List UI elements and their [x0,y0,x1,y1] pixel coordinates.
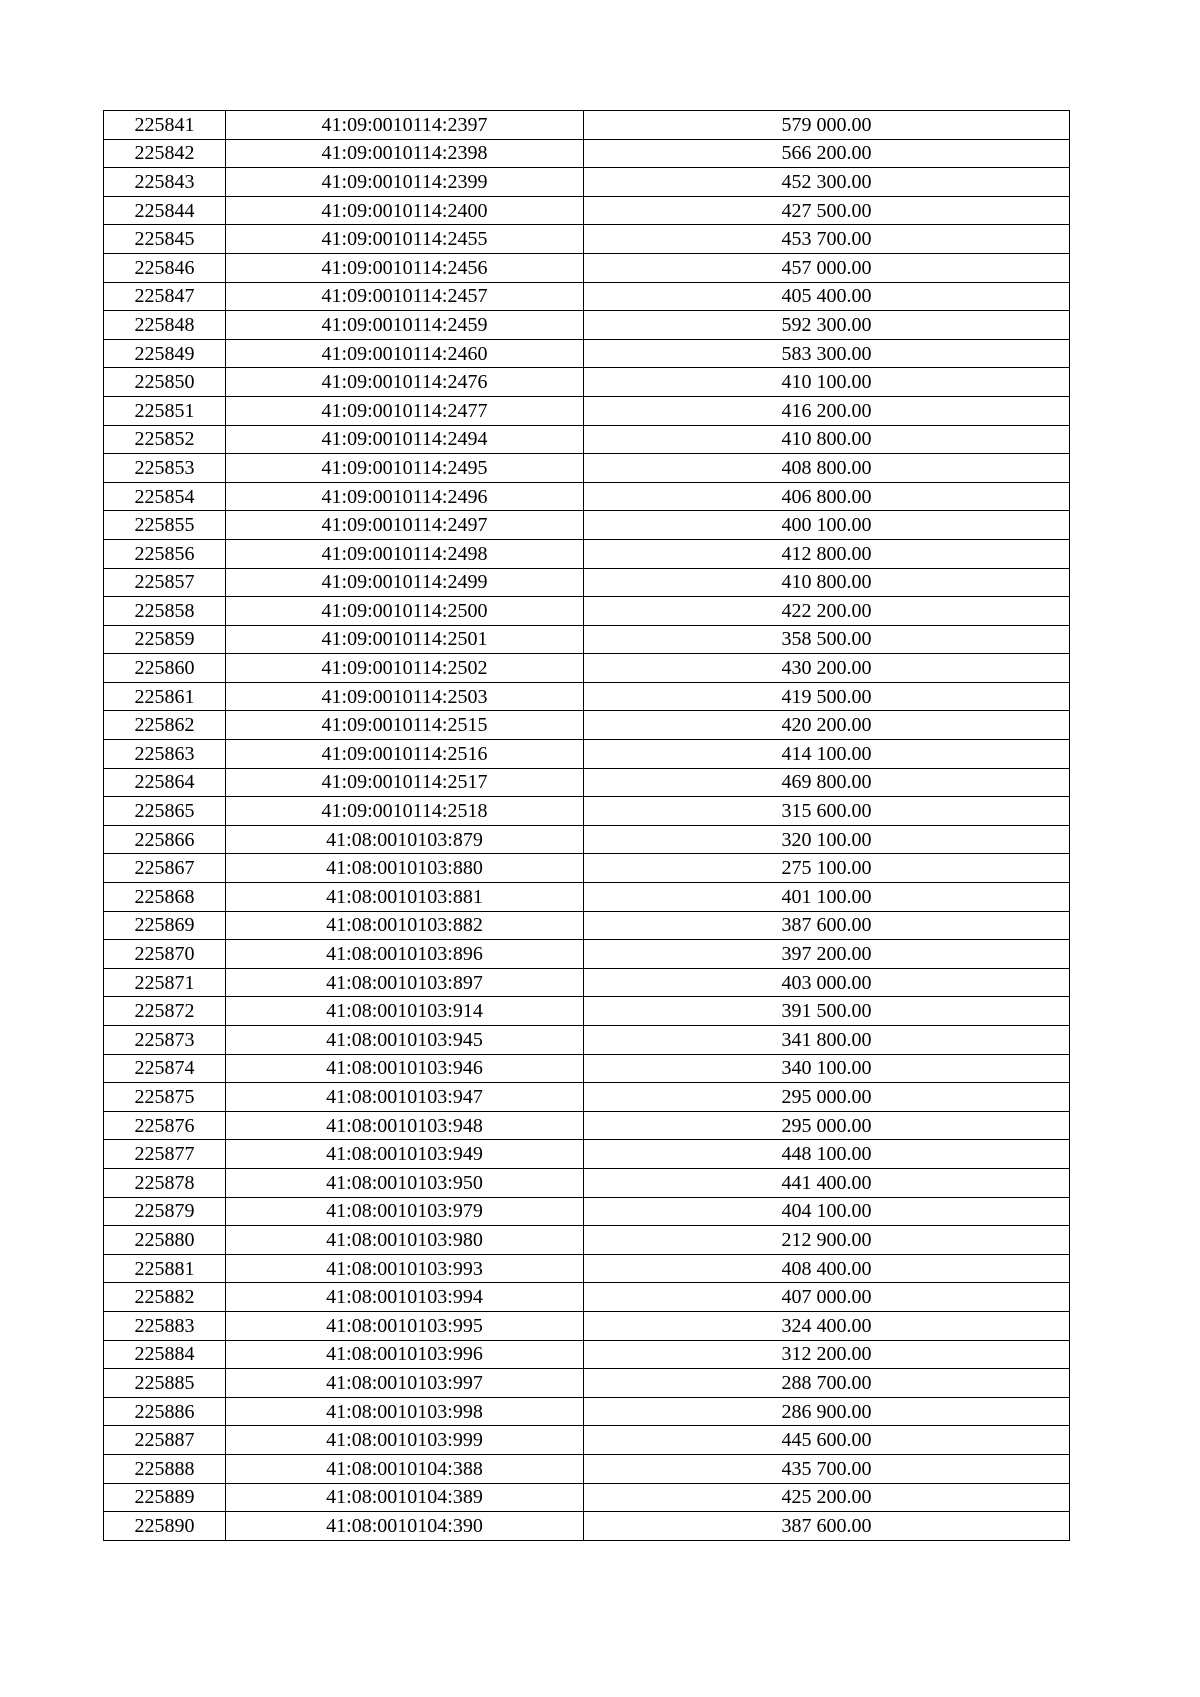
cadastral-number-cell: 41:09:0010114:2500 [226,597,584,626]
table-row [104,368,1070,397]
cadastral-number-cell: 41:09:0010114:2456 [226,253,584,282]
cadastral-value-cell: 410 800.00 [584,568,1070,597]
table-row [104,482,1070,511]
row-number-cell: 225855 [104,511,226,540]
cadastral-value-cell: 420 200.00 [584,711,1070,740]
row-number-cell: 225858 [104,597,226,626]
table-row [104,1111,1070,1140]
cadastral-number-cell: 41:09:0010114:2495 [226,454,584,483]
cadastral-value-cell: 400 100.00 [584,511,1070,540]
row-number-cell: 225872 [104,997,226,1026]
table-row [104,396,1070,425]
table-row [104,568,1070,597]
cadastral-number-cell: 41:08:0010103:897 [226,968,584,997]
cadastral-number-cell: 41:09:0010114:2400 [226,196,584,225]
cadastral-value-cell: 315 600.00 [584,797,1070,826]
table-row [104,682,1070,711]
table-row [104,1168,1070,1197]
cadastral-number-cell: 41:09:0010114:2457 [226,282,584,311]
cadastral-number-cell: 41:08:0010104:390 [226,1512,584,1541]
row-number-cell: 225856 [104,539,226,568]
cadastral-number-cell: 41:09:0010114:2476 [226,368,584,397]
row-number-cell: 225877 [104,1140,226,1169]
cadastral-value-cell: 445 600.00 [584,1426,1070,1455]
cadastral-value-cell: 441 400.00 [584,1168,1070,1197]
cadastral-value-cell: 414 100.00 [584,740,1070,769]
row-number-cell: 225842 [104,139,226,168]
cadastral-number-cell: 41:08:0010103:947 [226,1083,584,1112]
table-row [104,911,1070,940]
table-row [104,1226,1070,1255]
table-row [104,139,1070,168]
cadastral-number-cell: 41:08:0010104:389 [226,1483,584,1512]
cadastral-number-cell: 41:09:0010114:2517 [226,768,584,797]
cadastral-value-cell: 212 900.00 [584,1226,1070,1255]
table-row [104,1369,1070,1398]
cadastral-number-cell: 41:08:0010103:999 [226,1426,584,1455]
table-row [104,1454,1070,1483]
cadastral-value-table [103,110,1070,1541]
cadastral-value-cell: 579 000.00 [584,111,1070,140]
cadastral-value-cell: 425 200.00 [584,1483,1070,1512]
row-number-cell: 225854 [104,482,226,511]
cadastral-number-cell: 41:08:0010103:882 [226,911,584,940]
cadastral-number-cell: 41:08:0010103:998 [226,1397,584,1426]
row-number-cell: 225873 [104,1026,226,1055]
cadastral-value-cell: 320 100.00 [584,825,1070,854]
cadastral-value-cell: 435 700.00 [584,1454,1070,1483]
row-number-cell: 225843 [104,168,226,197]
cadastral-value-cell: 404 100.00 [584,1197,1070,1226]
row-number-cell: 225880 [104,1226,226,1255]
row-number-cell: 225844 [104,196,226,225]
row-number-cell: 225883 [104,1311,226,1340]
table-row [104,1254,1070,1283]
table-row [104,1340,1070,1369]
row-number-cell: 225863 [104,740,226,769]
table-row [104,425,1070,454]
cadastral-value-cell: 592 300.00 [584,311,1070,340]
cadastral-value-cell: 408 400.00 [584,1254,1070,1283]
cadastral-value-cell: 412 800.00 [584,539,1070,568]
cadastral-number-cell: 41:08:0010103:881 [226,883,584,912]
row-number-cell: 225848 [104,311,226,340]
cadastral-number-cell: 41:09:0010114:2516 [226,740,584,769]
table-row [104,1483,1070,1512]
cadastral-number-cell: 41:09:0010114:2477 [226,396,584,425]
row-number-cell: 225866 [104,825,226,854]
table-row [104,168,1070,197]
cadastral-value-cell: 408 800.00 [584,454,1070,483]
table-row [104,597,1070,626]
row-number-cell: 225861 [104,682,226,711]
cadastral-number-cell: 41:09:0010114:2515 [226,711,584,740]
cadastral-number-cell: 41:08:0010103:950 [226,1168,584,1197]
row-number-cell: 225890 [104,1512,226,1541]
row-number-cell: 225888 [104,1454,226,1483]
table-row [104,740,1070,769]
cadastral-value-cell: 416 200.00 [584,396,1070,425]
cadastral-value-cell: 427 500.00 [584,196,1070,225]
row-number-cell: 225878 [104,1168,226,1197]
row-number-cell: 225846 [104,253,226,282]
row-number-cell: 225881 [104,1254,226,1283]
table-row [104,1512,1070,1541]
cadastral-number-cell: 41:08:0010104:388 [226,1454,584,1483]
row-number-cell: 225879 [104,1197,226,1226]
cadastral-value-cell: 397 200.00 [584,940,1070,969]
cadastral-value-cell: 407 000.00 [584,1283,1070,1312]
cadastral-value-cell: 453 700.00 [584,225,1070,254]
cadastral-value-cell: 583 300.00 [584,339,1070,368]
table-body [104,111,1070,1541]
cadastral-number-cell: 41:09:0010114:2397 [226,111,584,140]
row-number-cell: 225852 [104,425,226,454]
cadastral-value-cell: 358 500.00 [584,625,1070,654]
table-row [104,854,1070,883]
row-number-cell: 225871 [104,968,226,997]
cadastral-value-cell: 391 500.00 [584,997,1070,1026]
cadastral-number-cell: 41:09:0010114:2503 [226,682,584,711]
table-row [104,339,1070,368]
cadastral-number-cell: 41:09:0010114:2460 [226,339,584,368]
cadastral-number-cell: 41:08:0010103:980 [226,1226,584,1255]
cadastral-value-cell: 295 000.00 [584,1083,1070,1112]
table-row [104,968,1070,997]
cadastral-number-cell: 41:09:0010114:2399 [226,168,584,197]
cadastral-value-cell: 286 900.00 [584,1397,1070,1426]
table-row [104,454,1070,483]
row-number-cell: 225887 [104,1426,226,1455]
row-number-cell: 225851 [104,396,226,425]
cadastral-value-cell: 295 000.00 [584,1111,1070,1140]
row-number-cell: 225882 [104,1283,226,1312]
table-row [104,883,1070,912]
table-row [104,539,1070,568]
cadastral-number-cell: 41:08:0010103:995 [226,1311,584,1340]
cadastral-number-cell: 41:08:0010103:945 [226,1026,584,1055]
row-number-cell: 225886 [104,1397,226,1426]
cadastral-value-cell: 448 100.00 [584,1140,1070,1169]
table-row [104,654,1070,683]
row-number-cell: 225864 [104,768,226,797]
table-row [104,711,1070,740]
cadastral-number-cell: 41:09:0010114:2398 [226,139,584,168]
table-row [104,1426,1070,1455]
row-number-cell: 225841 [104,111,226,140]
cadastral-value-cell: 469 800.00 [584,768,1070,797]
row-number-cell: 225859 [104,625,226,654]
cadastral-number-cell: 41:08:0010103:994 [226,1283,584,1312]
cadastral-number-cell: 41:09:0010114:2459 [226,311,584,340]
row-number-cell: 225853 [104,454,226,483]
cadastral-value-cell: 401 100.00 [584,883,1070,912]
cadastral-value-cell: 566 200.00 [584,139,1070,168]
table-row [104,253,1070,282]
cadastral-number-cell: 41:09:0010114:2502 [226,654,584,683]
row-number-cell: 225860 [104,654,226,683]
cadastral-number-cell: 41:09:0010114:2501 [226,625,584,654]
row-number-cell: 225875 [104,1083,226,1112]
cadastral-value-cell: 403 000.00 [584,968,1070,997]
cadastral-number-cell: 41:08:0010103:993 [226,1254,584,1283]
cadastral-value-cell: 410 100.00 [584,368,1070,397]
cadastral-number-cell: 41:08:0010103:880 [226,854,584,883]
row-number-cell: 225869 [104,911,226,940]
cadastral-value-cell: 340 100.00 [584,1054,1070,1083]
row-number-cell: 225857 [104,568,226,597]
cadastral-value-cell: 406 800.00 [584,482,1070,511]
row-number-cell: 225847 [104,282,226,311]
cadastral-number-cell: 41:08:0010103:879 [226,825,584,854]
cadastral-number-cell: 41:09:0010114:2496 [226,482,584,511]
table-row [104,1140,1070,1169]
cadastral-number-cell: 41:08:0010103:997 [226,1369,584,1398]
table-row [104,225,1070,254]
cadastral-number-cell: 41:08:0010103:949 [226,1140,584,1169]
row-number-cell: 225845 [104,225,226,254]
table-row [104,1311,1070,1340]
table-row [104,1197,1070,1226]
cadastral-number-cell: 41:09:0010114:2497 [226,511,584,540]
cadastral-number-cell: 41:08:0010103:896 [226,940,584,969]
table-row [104,1397,1070,1426]
table-row [104,1026,1070,1055]
table-row [104,825,1070,854]
table-row [104,1083,1070,1112]
row-number-cell: 225889 [104,1483,226,1512]
row-number-cell: 225868 [104,883,226,912]
cadastral-value-cell: 410 800.00 [584,425,1070,454]
table-row [104,1054,1070,1083]
row-number-cell: 225850 [104,368,226,397]
table-row [104,997,1070,1026]
table-row [104,196,1070,225]
cadastral-number-cell: 41:09:0010114:2455 [226,225,584,254]
cadastral-number-cell: 41:08:0010103:946 [226,1054,584,1083]
row-number-cell: 225874 [104,1054,226,1083]
row-number-cell: 225849 [104,339,226,368]
cadastral-value-cell: 275 100.00 [584,854,1070,883]
row-number-cell: 225867 [104,854,226,883]
row-number-cell: 225862 [104,711,226,740]
table-row [104,1283,1070,1312]
cadastral-value-cell: 324 400.00 [584,1311,1070,1340]
cadastral-value-cell: 419 500.00 [584,682,1070,711]
cadastral-value-cell: 387 600.00 [584,1512,1070,1541]
cadastral-value-cell: 422 200.00 [584,597,1070,626]
table-row [104,797,1070,826]
row-number-cell: 225865 [104,797,226,826]
cadastral-number-cell: 41:09:0010114:2498 [226,539,584,568]
cadastral-number-cell: 41:08:0010103:979 [226,1197,584,1226]
cadastral-value-cell: 405 400.00 [584,282,1070,311]
row-number-cell: 225876 [104,1111,226,1140]
cadastral-value-cell: 387 600.00 [584,911,1070,940]
cadastral-value-cell: 312 200.00 [584,1340,1070,1369]
table-row [104,940,1070,969]
table-row [104,311,1070,340]
table-row [104,625,1070,654]
table-row [104,111,1070,140]
cadastral-number-cell: 41:08:0010103:914 [226,997,584,1026]
cadastral-number-cell: 41:08:0010103:996 [226,1340,584,1369]
cadastral-value-cell: 457 000.00 [584,253,1070,282]
table-row [104,282,1070,311]
cadastral-number-cell: 41:09:0010114:2494 [226,425,584,454]
cadastral-value-cell: 430 200.00 [584,654,1070,683]
row-number-cell: 225885 [104,1369,226,1398]
table-row [104,768,1070,797]
cadastral-number-cell: 41:09:0010114:2518 [226,797,584,826]
cadastral-value-cell: 452 300.00 [584,168,1070,197]
cadastral-number-cell: 41:09:0010114:2499 [226,568,584,597]
cadastral-number-cell: 41:08:0010103:948 [226,1111,584,1140]
cadastral-value-cell: 288 700.00 [584,1369,1070,1398]
cadastral-value-cell: 341 800.00 [584,1026,1070,1055]
row-number-cell: 225870 [104,940,226,969]
row-number-cell: 225884 [104,1340,226,1369]
table-row [104,511,1070,540]
